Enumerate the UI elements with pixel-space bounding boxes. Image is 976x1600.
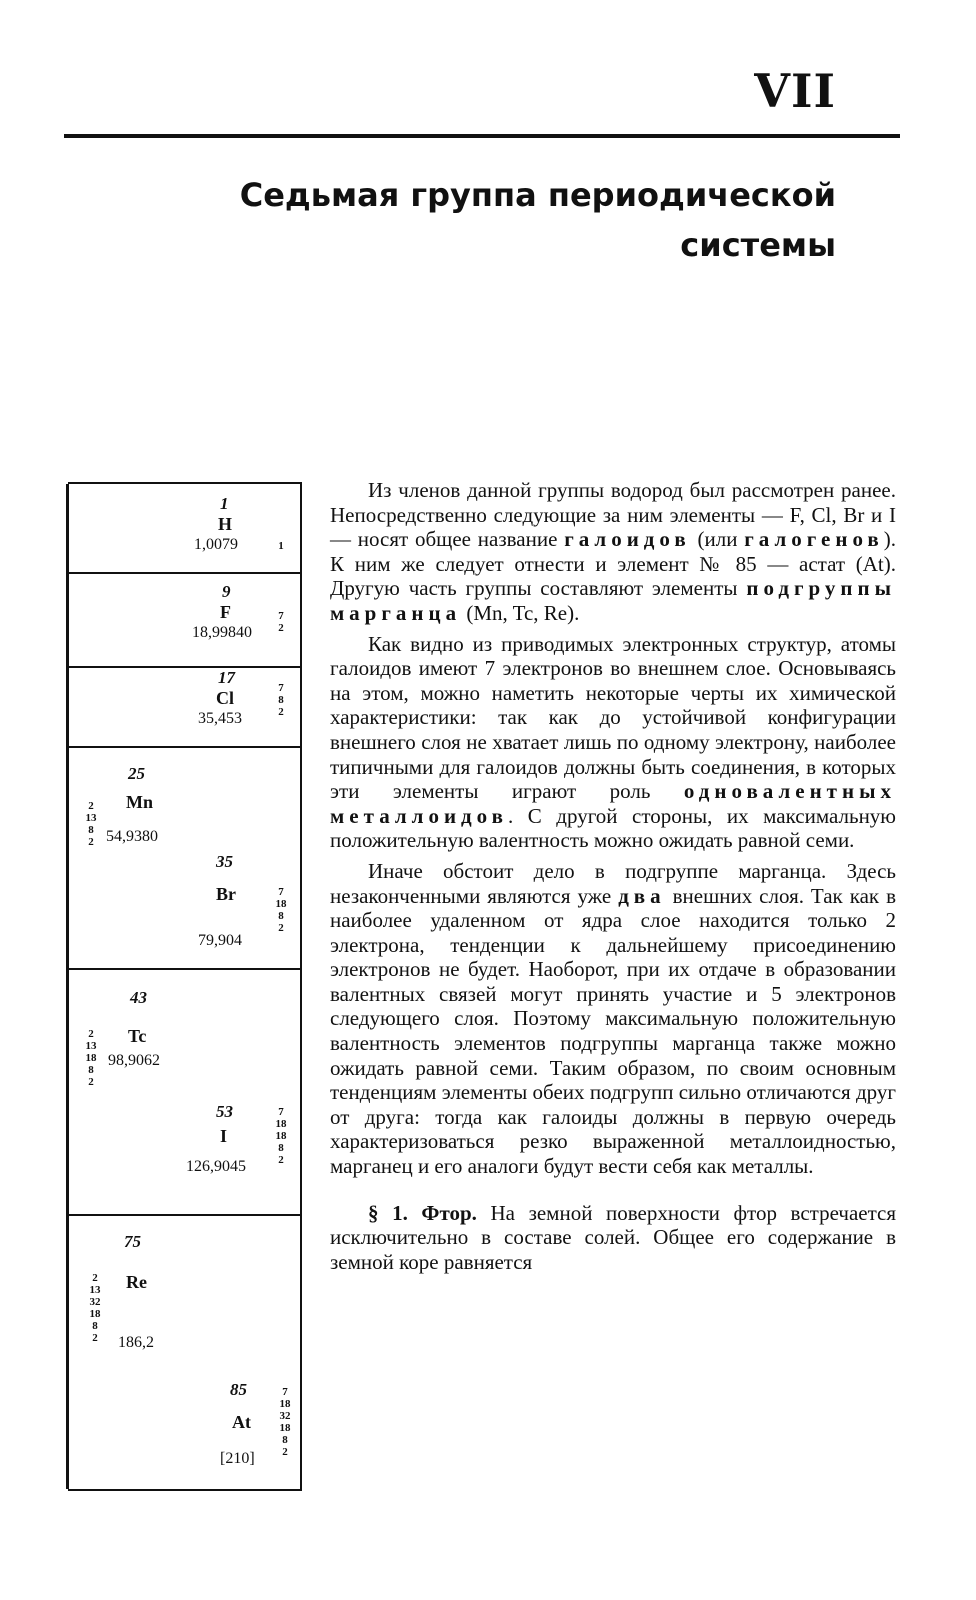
atomic-mass: 1,0079 [194,536,238,553]
atomic-mass: [210] [220,1450,255,1467]
electron-shells: 7 18 18 8 2 [275,1106,287,1166]
atomic-number: 17 [218,668,235,687]
atomic-mass: 54,9380 [106,828,158,845]
section-fluorine: § 1. Фтор. На земной поверхности фтор встречается исключительно в составе солей. Общее его содержание в земной коре равняется [330,1200,896,1274]
paragraph-intro: Из членов данной группы водород был рассмотрен ранее. Непосредственно следующие за ним элементы — F, Cl, Br и I — носят общее название галоидов (или галогенов). К ним же следует отнести и элемент № 85 — астат (At). Другую часть группы составляют элементы подгруппы марганца (Mn, Tc, Re). [330,478,897,625]
header-rule [64,134,900,138]
element-symbol: Tc [128,1026,147,1046]
atomic-mass: 35,453 [198,710,242,727]
element-symbol: At [232,1412,251,1432]
electron-shells: 2 13 32 18 8 2 [89,1272,101,1344]
element-cell-tc-i [68,970,300,1214]
atomic-number: 25 [128,764,145,783]
atomic-number: 1 [220,494,229,513]
electron-shells: 7 8 2 [278,682,284,718]
group-seven-table [68,482,302,1491]
element-symbol: Br [216,884,236,904]
title-line-2: системы [680,226,836,264]
atomic-number: 43 [130,988,147,1007]
element-cell-mn-br [68,748,300,968]
element-cell-re-at [68,1216,300,1486]
element-symbol: Mn [126,792,153,812]
atomic-number: 85 [230,1380,247,1399]
atomic-mass: 79,904 [198,932,242,949]
element-cell-f [68,574,300,666]
element-symbol: Re [126,1272,147,1292]
element-cell-cl [68,668,300,746]
atomic-number: 53 [216,1102,233,1121]
element-symbol: F [220,602,231,622]
electron-shells: 7 18 32 18 8 2 [279,1386,291,1458]
electron-shells: 2 13 18 8 2 [85,1028,97,1088]
atomic-number: 75 [124,1232,141,1251]
atomic-number: 9 [222,582,231,601]
paragraph-halogens: Как видно из приводимых электронных структур, атомы галоидов имеют 7 электронов во внешнем слое. Основываясь на этом, можно наметить некоторые черты их химической характеристики: так как до устойчивой конфигурации внешнего слоя не хватает лишь по одному электрону, наиболее типичными для галоидов должны быть соединения, в которых эти элементы играют роль одновалентных металлоидов. С другой стороны, их максимальную положительную валентность можно ожидать равной семи. [330,631,896,853]
atomic-number: 35 [216,852,233,871]
chapter-number: VII [754,64,836,118]
atomic-mass: 186,2 [118,1334,154,1351]
electron-shells: 7 18 8 2 [275,886,287,934]
section-heading: § 1. Фтор. [368,1200,477,1225]
atomic-mass: 98,9062 [108,1052,160,1069]
paragraph-manganese: Иначе обстоит дело в подгруппе марганца. Здесь незаконченными являются уже два внешних слоя. Так как в наиболее удаленном от ядра слое находится только 2 электрона, тенденции к дальнейшему присоединению электронов не будет. Наоборот, при их отдаче в образовании валентных связей могут принять участие и 5 электронов следующего слоя. Поэтому максимальную положительную валентность элементов подгруппы марганца также можно ожидать равной семи. Таким образом, по своим основным тенденциям элементы обеих подгрупп сильно отличаются друг от друга: тогда как галоиды должны в первую очередь характеризоваться резко выраженной металлоидностью, марганец и его аналоги будут вести себя как металлы. [330,858,896,1179]
element-symbol: I [220,1126,228,1146]
element-cell-h [68,484,300,572]
title-line-1: Седьмая группа периодической [239,176,836,214]
chapter-title [236,170,836,270]
electron-shells: 2 13 8 2 [85,800,97,848]
body-text [330,478,896,1274]
atomic-mass: 126,9045 [186,1158,246,1175]
electron-shells: 1 [278,540,284,552]
electron-shells: 7 2 [278,610,284,634]
element-symbol: Cl [216,688,234,708]
element-symbol: H [218,514,233,534]
atomic-mass: 18,99840 [192,624,252,641]
